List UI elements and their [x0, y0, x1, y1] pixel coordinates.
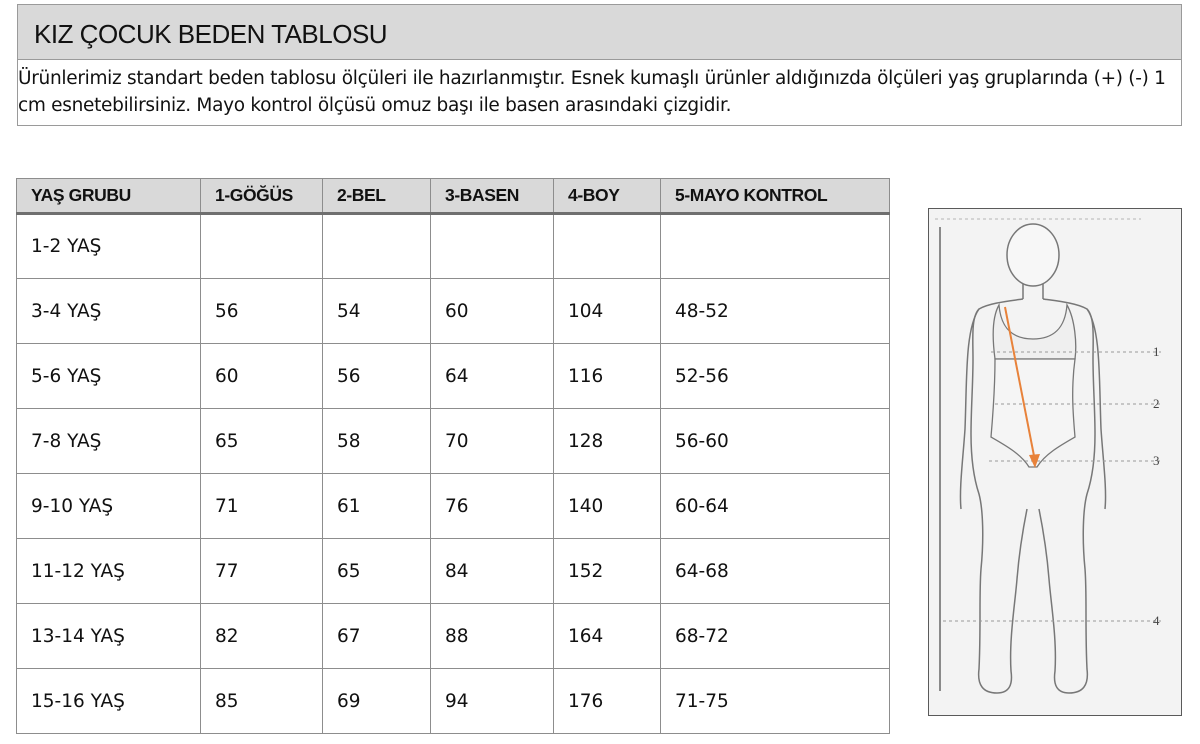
- cell-swimsuit: 60-64: [661, 474, 890, 539]
- cell-height: 176: [554, 669, 661, 734]
- cell-age: 3-4 YAŞ: [17, 279, 201, 344]
- cell-swimsuit: 68-72: [661, 604, 890, 669]
- cell-height: 128: [554, 409, 661, 474]
- cell-waist: 56: [323, 344, 431, 409]
- page-title: KIZ ÇOCUK BEDEN TABLOSU: [34, 19, 388, 49]
- cell-chest: 71: [201, 474, 323, 539]
- cell-age: 1-2 YAŞ: [17, 214, 201, 279]
- cell-swimsuit: 64-68: [661, 539, 890, 604]
- cell-height: 152: [554, 539, 661, 604]
- marker-1: 1: [1153, 344, 1160, 359]
- marker-4: 4: [1153, 613, 1160, 628]
- table-row: [17, 604, 890, 669]
- cell-waist: 58: [323, 409, 431, 474]
- table-header-row: [17, 179, 890, 214]
- body-measurement-figure: [928, 208, 1182, 716]
- cell-waist: 65: [323, 539, 431, 604]
- cell-hip: 70: [431, 409, 554, 474]
- cell-height: 116: [554, 344, 661, 409]
- cell-hip: 60: [431, 279, 554, 344]
- cell-chest: 60: [201, 344, 323, 409]
- cell-hip: 76: [431, 474, 554, 539]
- body-outline-illustration: [929, 209, 1181, 715]
- col-header-chest: 1-GÖĞÜS: [201, 179, 323, 214]
- cell-age: 9-10 YAŞ: [17, 474, 201, 539]
- cell-waist: 54: [323, 279, 431, 344]
- table-row: [17, 279, 890, 344]
- title-bar: [17, 4, 1182, 60]
- cell-chest: 65: [201, 409, 323, 474]
- table-row: [17, 409, 890, 474]
- table-row: [17, 474, 890, 539]
- col-header-swimsuit-control: 5-MAYO KONTROL: [661, 179, 890, 214]
- intro-box: [17, 60, 1182, 126]
- cell-waist: 61: [323, 474, 431, 539]
- cell-hip: 84: [431, 539, 554, 604]
- cell-hip: 94: [431, 669, 554, 734]
- cell-height: 140: [554, 474, 661, 539]
- intro-text: Ürünlerimiz standart beden tablosu ölçüleri ile hazırlanmıştır. Esnek kumaşlı ürünler aldığınızda ölçüleri yaş gruplarında (+) (-) 1 cm esnetebilirsiniz. Mayo kontrol ölçüsü omuz başı ile basen arasındaki çizgidir.: [18, 68, 1166, 116]
- cell-age: 13-14 YAŞ: [17, 604, 201, 669]
- cell-height: 164: [554, 604, 661, 669]
- cell-swimsuit: 52-56: [661, 344, 890, 409]
- cell-waist: 67: [323, 604, 431, 669]
- cell-swimsuit: [661, 214, 890, 279]
- col-header-hip: 3-BASEN: [431, 179, 554, 214]
- table-row: [17, 669, 890, 734]
- cell-age: 5-6 YAŞ: [17, 344, 201, 409]
- cell-chest: 56: [201, 279, 323, 344]
- col-header-waist: 2-BEL: [323, 179, 431, 214]
- cell-chest: 85: [201, 669, 323, 734]
- cell-hip: [431, 214, 554, 279]
- cell-height: [554, 214, 661, 279]
- col-header-height: 4-BOY: [554, 179, 661, 214]
- cell-height: 104: [554, 279, 661, 344]
- cell-chest: 77: [201, 539, 323, 604]
- cell-chest: [201, 214, 323, 279]
- cell-hip: 64: [431, 344, 554, 409]
- cell-hip: 88: [431, 604, 554, 669]
- table-row: [17, 214, 890, 279]
- table-row: [17, 344, 890, 409]
- cell-waist: [323, 214, 431, 279]
- cell-age: 11-12 YAŞ: [17, 539, 201, 604]
- marker-3: 3: [1153, 453, 1160, 468]
- cell-swimsuit: 71-75: [661, 669, 890, 734]
- size-table: [16, 178, 890, 734]
- table-row: [17, 539, 890, 604]
- cell-waist: 69: [323, 669, 431, 734]
- cell-chest: 82: [201, 604, 323, 669]
- cell-swimsuit: 56-60: [661, 409, 890, 474]
- col-header-age-group: YAŞ GRUBU: [17, 179, 201, 214]
- cell-age: 7-8 YAŞ: [17, 409, 201, 474]
- cell-swimsuit: 48-52: [661, 279, 890, 344]
- head-outline: [1007, 224, 1059, 286]
- cell-age: 15-16 YAŞ: [17, 669, 201, 734]
- marker-2: 2: [1153, 396, 1160, 411]
